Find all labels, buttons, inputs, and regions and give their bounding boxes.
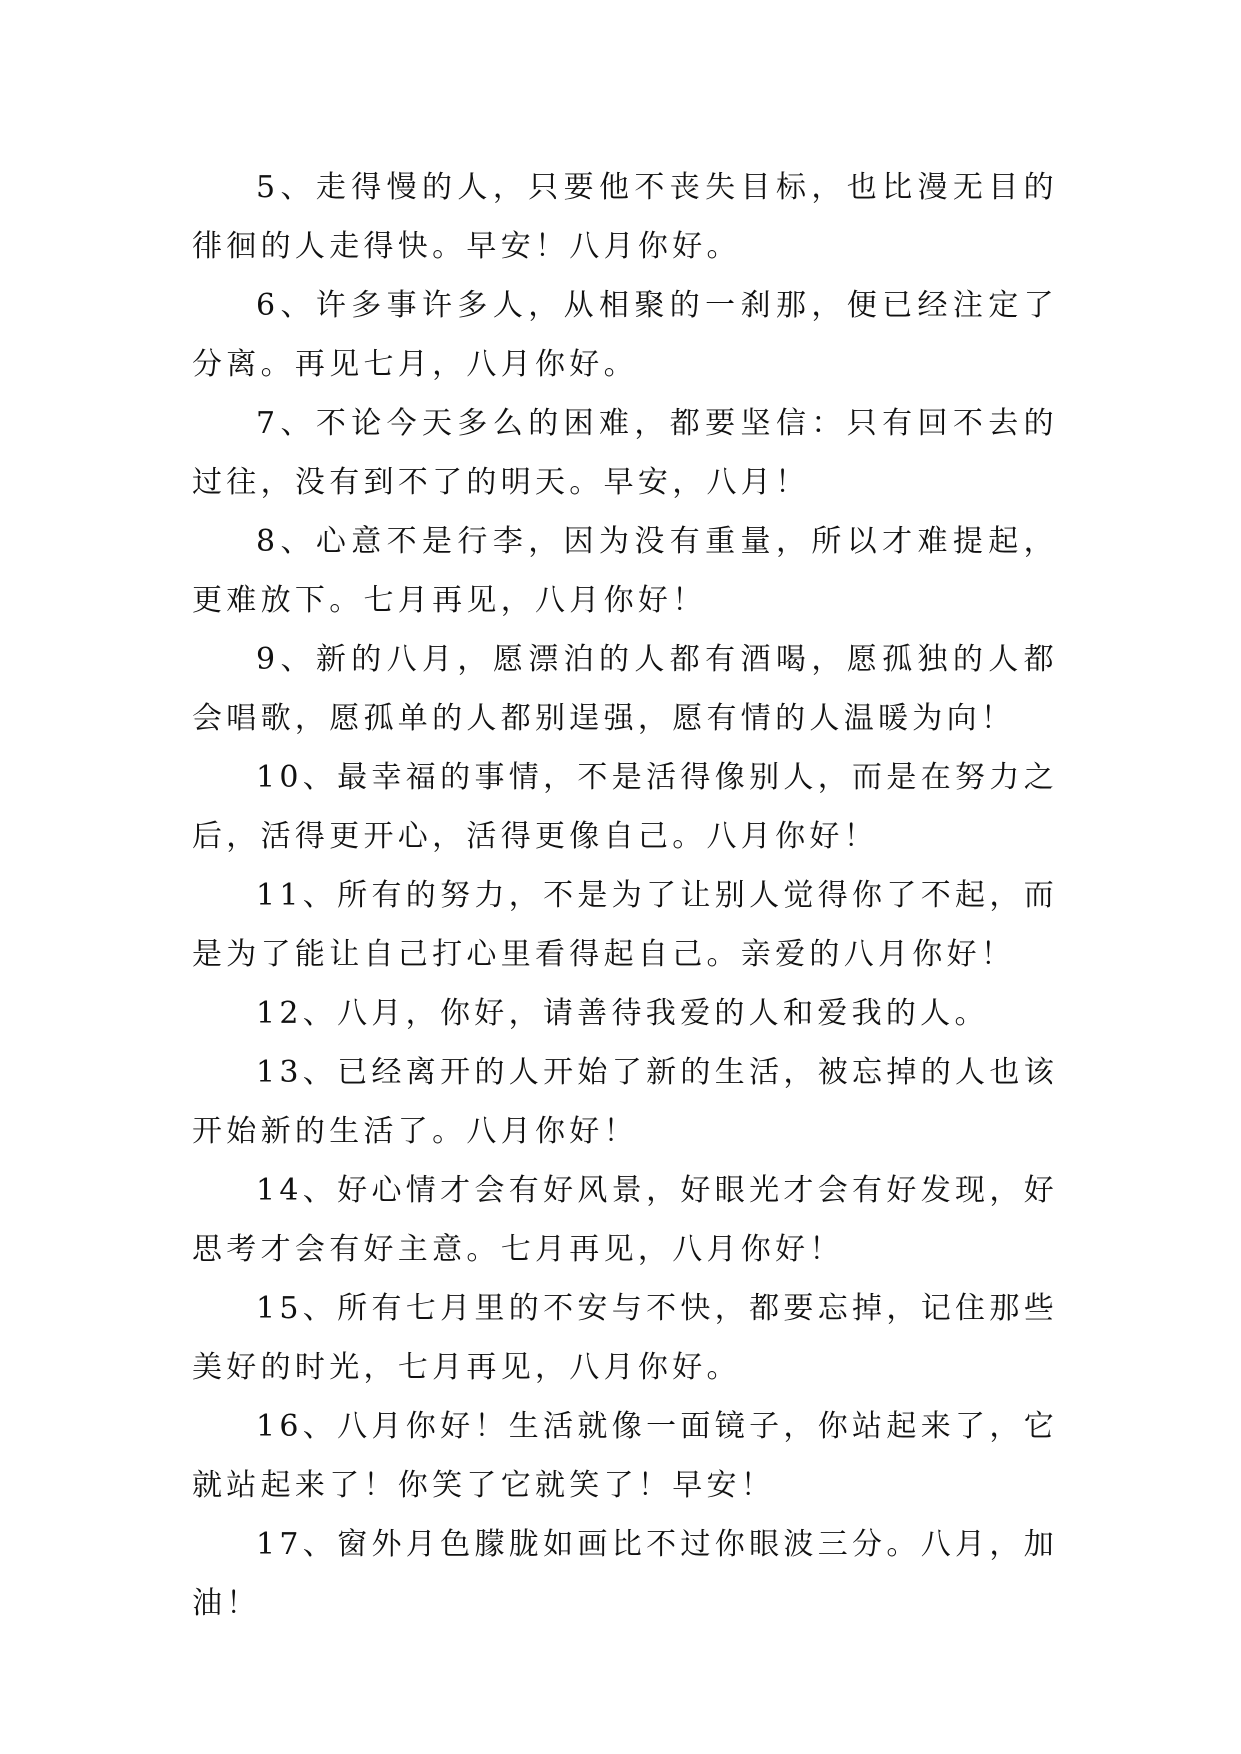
paragraph-16: 16、八月你好！生活就像一面镜子，你站起来了，它就站起来了！你笑了它就笑了！早安！ [192, 1409, 1058, 1503]
paragraph-6: 6、许多事许多人，从相聚的一刹那，便已经注定了分离。再见七月，八月你好。 [192, 288, 1058, 382]
paragraph-14: 14、好心情才会有好风景，好眼光才会有好发现，好思考才会有好主意。七月再见，八月你好！ [192, 1173, 1058, 1267]
paragraph-12: 12、八月，你好，请善待我爱的人和爱我的人。 [256, 996, 989, 1031]
paragraph-8: 8、心意不是行李，因为没有重量，所以才难提起，更难放下。七月再见，八月你好！ [192, 524, 1058, 618]
paragraph-17: 17、窗外月色朦胧如画比不过你眼波三分。八月，加油！ [192, 1527, 1058, 1621]
paragraph-10: 10、最幸福的事情，不是活得像别人，而是在努力之后，活得更开心，活得更像自己。八月你好！ [192, 760, 1058, 854]
document-body [192, 158, 1058, 1633]
paragraph-11: 11、所有的努力，不是为了让别人觉得你了不起，而是为了能让自己打心里看得起自己。亲爱的八月你好！ [192, 878, 1058, 972]
paragraph-15: 15、所有七月里的不安与不快，都要忘掉，记住那些美好的时光，七月再见，八月你好。 [192, 1291, 1058, 1385]
paragraph-5: 5、走得慢的人，只要他不丧失目标，也比漫无目的徘徊的人走得快。早安！八月你好。 [192, 170, 1058, 264]
paragraph-13: 13、已经离开的人开始了新的生活，被忘掉的人也该开始新的生活了。八月你好！ [192, 1055, 1058, 1149]
paragraph-7: 7、不论今天多么的困难，都要坚信：只有回不去的过往，没有到不了的明天。早安，八月！ [192, 406, 1058, 500]
paragraph-9: 9、新的八月，愿漂泊的人都有酒喝，愿孤独的人都会唱歌，愿孤单的人都别逞强，愿有情的人温暖为向！ [192, 642, 1058, 736]
